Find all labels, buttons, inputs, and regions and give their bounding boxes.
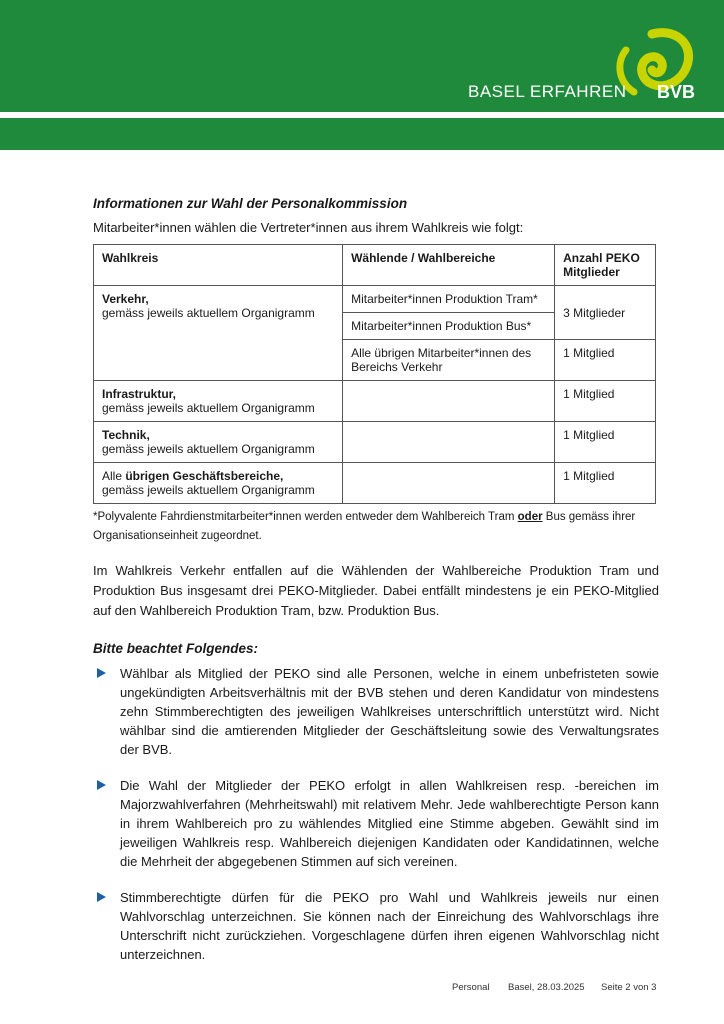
wahlkreis-desc: gemäss jeweils aktuellem Organigramm: [102, 401, 315, 415]
wahlkreis-prefix: Alle: [102, 469, 126, 483]
wahlkreis-desc: gemäss jeweils aktuellem Organigramm: [102, 306, 315, 320]
table-row: [94, 422, 656, 463]
footnote-text: Bus gemäss ihrer Organisationseinheit zugeordnet.: [93, 511, 636, 542]
table-cell: 1 Mitglied: [555, 463, 656, 504]
wahlkreis-name: Technik,: [102, 428, 150, 442]
wahlkreis-desc: gemäss jeweils aktuellem Organigramm: [102, 483, 315, 497]
list-item-text: Wählbar als Mitglied der PEKO sind alle Personen, welche in einem unbefristeten sowie ungekündigten Arbeitsverhältnis mit der BVB stehen und deren Kandidatur von mindestens zehn Stimmberechtigten des jeweiligen Wahlkreises unterschriftlich unterstützt wird. Nicht wählbar sind die amtierenden Mitglieder der Geschäftsleitung sowie des Verwaltungsrates der BVB.: [120, 666, 659, 757]
list-item: [93, 664, 659, 759]
list-item: [93, 776, 659, 871]
table-cell: 1 Mitglied: [555, 422, 656, 463]
table-header: Wahlkreis: [94, 245, 343, 286]
footnote-emphasis: oder: [517, 511, 543, 523]
body-paragraph: Im Wahlkreis Verkehr entfallen auf die Wählenden der Wahlbereiche Produktion Tram und Produktion Bus insgesamt drei PEKO-Mitglieder. Dabei entfällt mindestens je ein PEKO-Mitglied auf den Wahlbereich Produktion Tram, bzw. Produktion Bus.: [93, 563, 659, 618]
intro-text: Mitarbeiter*innen wählen die Vertreter*innen aus ihrem Wahlkreis wie folgt:: [93, 220, 524, 235]
table-cell: [343, 422, 555, 463]
table-header: Anzahl PEKO Mitglieder: [555, 245, 656, 286]
footer-date: Basel, 28.03.2025: [508, 982, 585, 993]
table-cell: 1 Mitglied: [555, 381, 656, 422]
table-cell: [94, 381, 343, 422]
triangle-bullet-icon: [97, 892, 106, 902]
list-item: [93, 888, 659, 964]
triangle-bullet-icon: [97, 668, 106, 678]
table-cell: [343, 381, 555, 422]
table-cell: [94, 286, 343, 381]
table-header: Wählende / Wahlbereiche: [343, 245, 555, 286]
header-slogan: BASEL ERFAHREN: [468, 82, 627, 101]
table-cell: Mitarbeiter*innen Produktion Bus*: [343, 313, 555, 340]
wahlkreis-name: [102, 469, 334, 483]
table-cell: [94, 463, 343, 504]
wahlkreis-name: Infrastruktur,: [102, 387, 177, 401]
document-title: Informationen zur Wahl der Personalkommission: [93, 196, 408, 211]
document-body: [93, 196, 659, 981]
table-cell: 1 Mitglied: [555, 340, 656, 381]
wahlkreis-name: Verkehr,: [102, 292, 149, 306]
list-item-text: Stimmberechtigte dürfen für die PEKO pro Wahl und Wahlkreis jeweils nur einen Wahlvorschlag unterzeichnen. Sie können nach der Einreichung des Wahlvorschlags ihre Unterschrift nicht zurückziehen. Vorgeschlagene dürfen ihren eigenen Wahlvorschlag nicht unterzeichnen.: [120, 890, 659, 962]
triangle-bullet-icon: [97, 780, 106, 790]
table-row: [94, 381, 656, 422]
table-cell: Mitarbeiter*innen Produktion Tram*: [343, 286, 555, 313]
wahlkreis-desc: gemäss jeweils aktuellem Organigramm: [102, 442, 315, 456]
header-band-lower: [0, 118, 724, 150]
footer-page-number: Seite 2 von 3: [601, 982, 657, 993]
section-heading: Bitte beachtet Folgendes:: [93, 641, 259, 656]
table-row: [94, 463, 656, 504]
footer-department: Personal: [452, 982, 490, 993]
wahlkreis-name-bold: übrigen Geschäftsbereiche,: [125, 469, 284, 483]
table-cell: 3 Mitglieder: [555, 286, 656, 340]
list-item-text: Die Wahl der Mitglieder der PEKO erfolgt in allen Wahlkreisen resp. -bereichen im Majorzwahlverfahren (Mehrheitswahl) mit relativem Mehr. Jede wahlberechtigte Person kann in ihrem Wahlbereich pro zu wählendes Mitglied eine Stimme abgeben. Gewählt sind im jeweiligen Wahlkreis resp. Wahlbereich diejenigen Kandidaten oder Kandidatinnen, welche die Mehrheit der abgegebenen Stimmen auf sich vereinen.: [120, 778, 659, 869]
table-row: [94, 286, 656, 313]
table-footnote: [93, 508, 659, 546]
table-cell: [94, 422, 343, 463]
footnote-text: *Polyvalente Fahrdienstmitarbeiter*innen werden entweder dem Wahlbereich Tram: [93, 511, 518, 523]
bvb-logo: BVB: [657, 82, 696, 102]
table-header-row: [94, 245, 656, 286]
table-cell: Alle übrigen Mitarbeiter*innen des Bereichs Verkehr: [343, 340, 555, 381]
wahlkreis-table: [93, 244, 656, 504]
table-cell: [343, 463, 555, 504]
